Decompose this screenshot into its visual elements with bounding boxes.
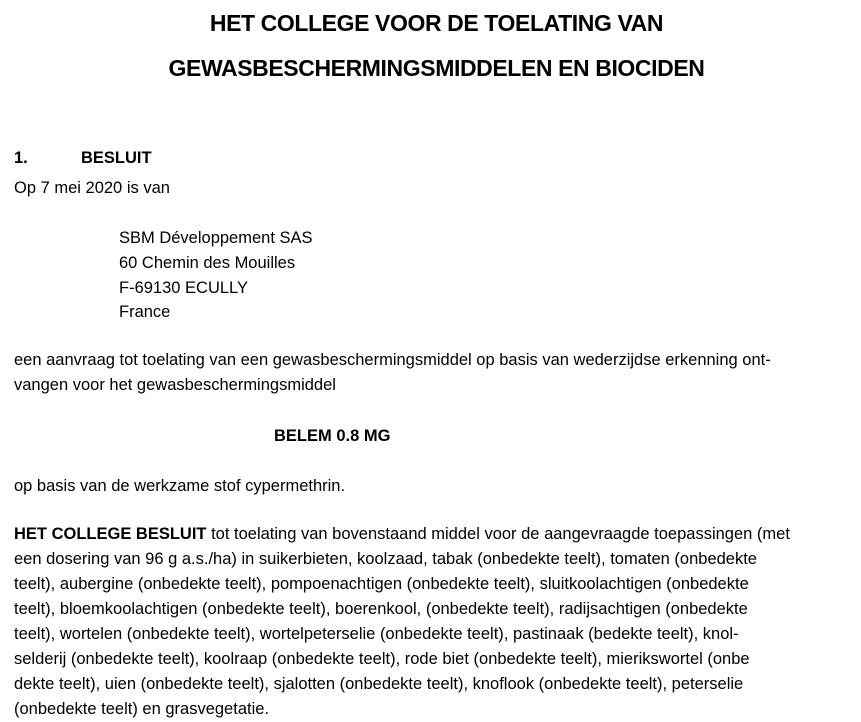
document-title-line-1: HET COLLEGE VOOR DE TOELATING VAN xyxy=(209,10,664,36)
applicant-country: France xyxy=(119,303,171,321)
applicant-city: F-69130 ECULLY xyxy=(119,279,249,297)
decision-line-5: teelt), wortelen (onbedekte teelt), wortelpeterselie (onbedekte teelt), pastinaak (bedekte teelt), knol- xyxy=(14,625,739,643)
request-text-line-1: een aanvraag tot toelating van een gewasbeschermingsmiddel op basis van wederzijdse erkenning ont- xyxy=(14,351,771,369)
decision-line-7: dekte teelt), uien (onbedekte teelt), sjalotten (onbedekte teelt), knoflook (onbedekte teelt), peterselie xyxy=(14,675,744,693)
active-substance-text: op basis van de werkzame stof cypermethrin. xyxy=(14,477,346,495)
intro-text: Op 7 mei 2020 is van xyxy=(14,179,170,197)
decision-line-1 xyxy=(14,522,859,547)
applicant-name: SBM Développement SAS xyxy=(119,229,313,247)
decision-line-8: (onbedekte teelt) en grasvegetatie. xyxy=(14,700,270,718)
product-name: BELEM 0.8 MG xyxy=(274,427,391,445)
decision-line-6: selderij (onbedekte teelt), koolraap (onbedekte teelt), rode biet (onbedekte teelt), mierikswortel (onbe xyxy=(14,650,750,668)
decision-line-1-rest: tot toelating van bovenstaand middel voor de aangevraagde toepassingen (met xyxy=(206,525,790,543)
document-title-line-2: GEWASBESCHERMINGSMIDDELEN EN BIOCIDEN xyxy=(168,55,705,81)
decision-line-3: teelt), aubergine (onbedekte teelt), pompoenachtigen (onbedekte teelt), sluitkoolachtigen (onbedekte xyxy=(14,575,749,593)
decision-lead: HET COLLEGE BESLUIT xyxy=(14,525,207,543)
applicant-street: 60 Chemin des Mouilles xyxy=(119,254,296,272)
request-text-line-2: vangen voor het gewasbeschermingsmiddel xyxy=(14,376,336,394)
section-number: 1. xyxy=(14,149,28,167)
decision-line-2: een dosering van 96 g a.s./ha) in suikerbieten, koolzaad, tabak (onbedekte teelt), tomaten (onbedekte xyxy=(14,550,757,568)
section-title: BESLUIT xyxy=(81,149,152,167)
decision-paragraph xyxy=(14,522,859,722)
decision-line-4: teelt), bloemkoolachtigen (onbedekte teelt), boerenkool, (onbedekte teelt), radijsachtigen (onbedekte xyxy=(14,600,748,618)
